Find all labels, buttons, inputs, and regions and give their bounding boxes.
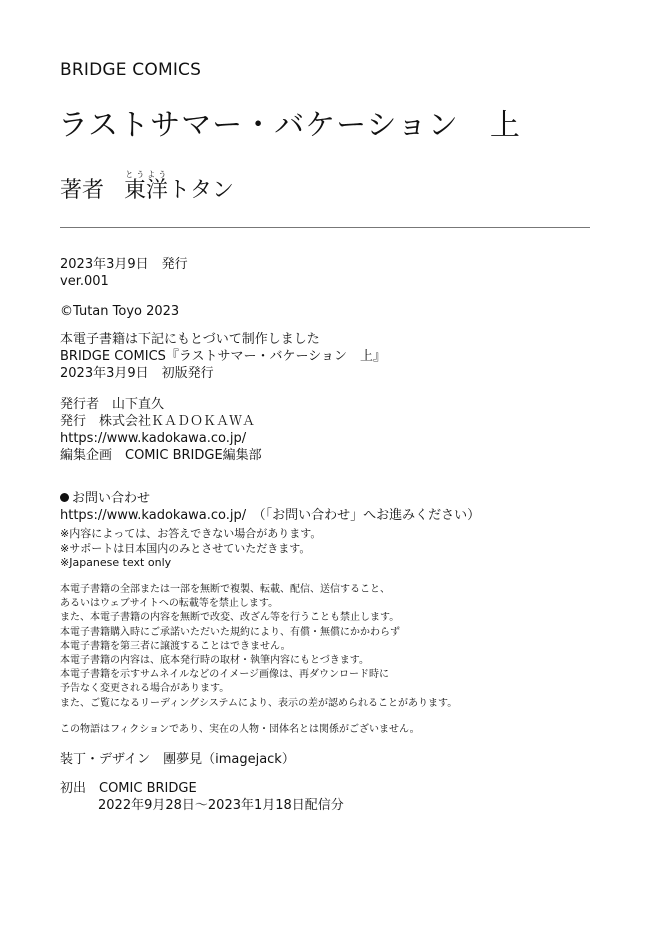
legal-line: また、ご覧になるリーディングシステムにより、表示の差が認められることがあります。 (60, 697, 458, 709)
publication-info (60, 256, 600, 290)
divider (60, 227, 590, 228)
source-line-3: 2023年3月9日 初版発行 (60, 366, 214, 381)
bullet-icon (60, 493, 69, 502)
source-info (60, 331, 600, 382)
legal-line: また、本電子書籍の内容を無断で改変、改ざん等を行うことも禁止します。 (60, 612, 400, 624)
author-furigana: とうよう (124, 170, 169, 179)
fiction-notice-text: この物語はフィクションであり、実在の人物・団体名とは関係がございません。 (60, 724, 420, 735)
contact-note: ※サポートは日本国内のみとさせていただきます。 (60, 541, 311, 555)
credits (60, 396, 600, 464)
contact-heading-line (60, 490, 600, 507)
author-name-ruby (124, 170, 169, 203)
legal-line: 本電子書籍の全部または一部を無断で複製、転載、配信、送信すること、 (60, 584, 390, 595)
first-appearance-line-2: 2022年9月28日～2023年1月18日配信分 (98, 798, 344, 813)
author-line (60, 170, 234, 204)
contact-note: ※内容によっては、お答えできない場合があります。 (60, 527, 322, 540)
contact-notes (60, 527, 600, 571)
copyright (60, 303, 600, 320)
publisher-company: 発行 株式会社ＫＡＤＯＫＡＷＡ (60, 414, 256, 429)
copyright-text: ©Tutan Toyo 2023 (60, 304, 180, 319)
first-appearance (60, 780, 600, 814)
publication-date: 2023年3月9日 発行 (60, 257, 188, 272)
source-line-1: 本電子書籍は下記にもとづいて制作しました (60, 332, 320, 347)
legal-notice (60, 583, 600, 711)
editorial-credit: 編集企画 COMIC BRIDGE編集部 (60, 448, 262, 463)
design-credit-text: 装丁・デザイン 團夢見（imagejack） (60, 752, 295, 767)
legal-line: 本電子書籍購入時にご承諾いただいた規約により、有償・無償にかかわらず (60, 626, 400, 638)
legal-line: 本電子書籍を第三者に譲渡することはできません。 (60, 640, 291, 652)
contact-heading: お問い合わせ (72, 491, 151, 506)
legal-line: 本電子書籍を示すサムネイルなどのイメージ画像は、再ダウンロード時に (60, 669, 389, 681)
fiction-notice (60, 723, 600, 737)
publisher-person: 発行者 山下直久 (60, 397, 165, 412)
contact-section (60, 490, 600, 524)
author-role: 著者 (60, 178, 105, 203)
book-title: ラストサマー・バケーション 上 (58, 108, 521, 143)
contact-url-line[interactable]: https://www.kadokawa.co.jp/ （「お問い合わせ」へお進みください） (60, 508, 481, 523)
publisher-url[interactable]: https://www.kadokawa.co.jp/ (60, 431, 247, 446)
source-line-2: BRIDGE COMICS『ラストサマー・バケーション 上』 (60, 349, 386, 364)
author-name-rest: トタン (168, 178, 235, 203)
version: ver.001 (60, 274, 109, 289)
design-credit (60, 751, 600, 768)
contact-note: ※Japanese text only (60, 556, 172, 569)
legal-line: 予告なく変更される場合があります。 (60, 683, 230, 695)
first-appearance-line-1: 初出 COMIC BRIDGE (60, 781, 197, 796)
legal-line: あるいはウェブサイトへの転載等を禁止します。 (60, 598, 279, 610)
author-name-kanji: 東洋 (124, 178, 169, 203)
imprint-label: BRIDGE COMICS (60, 60, 202, 80)
legal-line: 本電子書籍の内容は、底本発行時の取材・執筆内容にもとづきます。 (60, 655, 369, 667)
